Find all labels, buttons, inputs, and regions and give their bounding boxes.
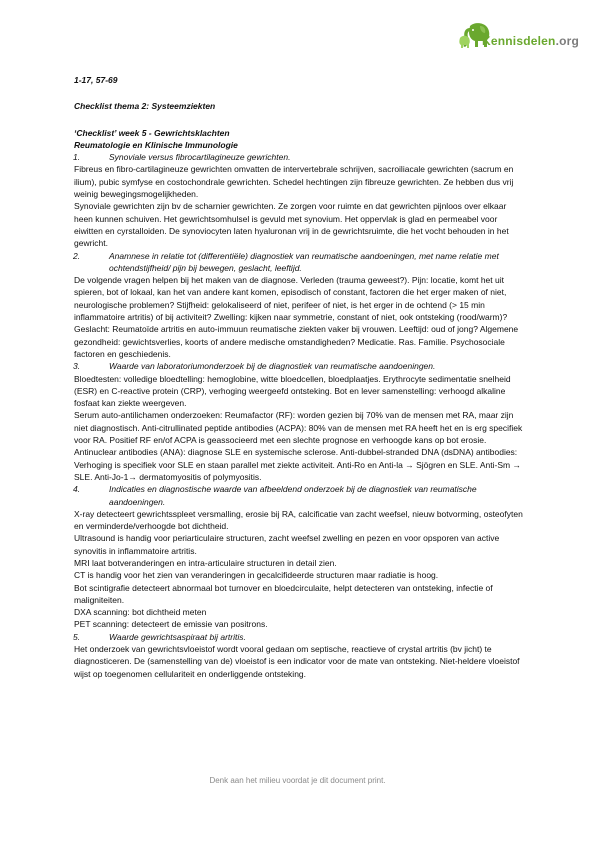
section-heading-1: 1. Synoviale versus fibrocartilagineuze gewrichten. — [73, 152, 291, 163]
section-5-paragraph-1: Het onderzoek van gewrichtsvloeistof wordt vooral gedaan om septische, reactieve of crystal artritis (bv jicht) te diagnosticeren. De (samenstelling van de) vloeistof is een indicator voor de mate van ontsteking. Niet-heldere vloeistof wijst op toegenomen cellulariteit en onderliggende ontsteking. — [74, 644, 520, 679]
section-4-paragraph-1: X-ray detecteert gewrichtsspleet versmalling, erosie bij RA, calcificatie van zacht weefsel, nieuw botvorming, osteofyten en verminderde/verhoogde bot dichtheid. — [74, 508, 523, 532]
logo-text-delen: delen — [523, 34, 556, 48]
section-4-paragraph-6: DXA scanning: bot dichtheid meten — [74, 607, 207, 618]
section-4-paragraph-4: CT is handig voor het zien van veranderingen in gecalcifideerde structuren maar radiatie is hoog. — [74, 570, 439, 581]
page-range: 1-17, 57-69 — [74, 75, 118, 85]
section-heading-2: 2. Anamnese in relatie tot (differentiële) diagnostiek van reumatische aandoeningen, met name relatie met ochtendstijfheid/ pijn bij bewegen, geslacht, leeftijd. — [73, 250, 499, 273]
footer-note: Denk aan het milieu voordat je dit document print. — [209, 776, 386, 785]
logo-wordmark — [482, 34, 579, 48]
section-1-paragraph-2: Synoviale gewrichten zijn bv de scharnier gewrichten. Ze zorgen voor ruimte en dat gewrichten pijnloos over elkaar heen kunnen schuiven. Het gewrichtsomhulsel is gevuld met synovium. Het oppervlak is glad en permeabel voor eiwitten en cyrstalloiden. De synoviocyten laten hyaluronan vrij in de gewrichtsruimte, die het vocht behouden in het gewricht. — [74, 201, 509, 249]
section-3-paragraph-2: Serum auto-antilichamen onderzoeken: Reumafactor (RF): worden gezien bij 70% van de mensen met RA, maar zijn niet diagnostisch. Anti-citrullinated peptide antibodies (ACPA): 80% van de mensen met RA heeft het en is erg specifiek voor RA. Positief RF en/of ACPA is geassocieerd met een slechte prognose en verhoogde kans op bot erosie. Antinuclear antibodies (ANA): diagnose SLE en systemische sclerose. Anti-dubbel-stranded DNA (dsDNA) antibodies: Verhoging is specifiek voor SLE en staan parallel met ziekte activiteit. Anti-Ro en Anti-la → Sjögren en SLE. Anti-Sm → SLE. Anti-Jo-1→ dermatomyositis of polymyositis. — [74, 410, 523, 482]
kennisdelen-logo — [456, 20, 580, 62]
logo-text-org: .org — [555, 34, 580, 48]
document-body — [74, 74, 526, 680]
section-3-paragraph-1: Bloedtesten: volledige bloedtelling: hemoglobine, witte bloedcellen, bloedplaatjes. Erythrocyte sedimentatie snelheid (ESR) en C-reactive protein (CRP), verhoging weergeefd ontsteking. Bot en lever samenstelling: verhoogd alkaline fosfaat kan ziekte weergeven. — [74, 373, 511, 409]
section-heading-5: 5. Waarde gewrichtsaspiraat bij artritis. — [73, 631, 246, 642]
section-4-paragraph-5: Bot scintigrafie detecteert abnormaal bot turnover en bloedcirculaite, helpt detecteren van ontsteking, infectie of maligniteiten. — [74, 582, 493, 605]
section-heading-3: 3. Waarde van laboratoriumonderzoek bij de diagnostiek van reumatische aandoeningen. — [73, 361, 436, 372]
checklist-theme-title: Checklist thema 2: Systeemziekten — [74, 101, 216, 112]
section-2-paragraph-1: De volgende vragen helpen bij het maken van de diagnose. Verleden (trauma geweest?). Pijn: locatie, komt het uit spieren, bot of lokaal, kan het van andere kant komen, episodisch of constant, factoren die het erger maken of niet, neurologische problemen? Stijfheid: gelokaliseerd of niet, perifeer of niet, is het erger in de ochtend (> 15 min inflammatoire artritis) of bij activiteit? Zwelling: kijken naar symmetrie, constant of niet, ook ontsteking (rood/warm)? Geslacht: Reumatoïde artritis en auto-immuun reumatische ziekten vaker bij vrouwen. Leeftijd: oud of jong? Algemene gezondheid: gewichtsverlies, koorts of andere medische omstandigheden? Medicatie. Ras. Familie. Psychosociale factoren en geschiedenis. — [74, 275, 519, 359]
section-4-paragraph-7: PET scanning: detecteert de emissie van positrons. — [74, 619, 268, 630]
week-title: ‘Checklist’ week 5 - Gewrichtsklachten — [74, 127, 230, 138]
section-4-paragraph-2: Ultrasound is handig voor periarticulaire structuren, zacht weefsel zwelling en pezen en voor opsporen van active synovitis in inflammatoire artritis. — [74, 533, 500, 556]
section-heading-4: 4. Indicaties en diagnostische waarde van afbeeldend onderzoek bij de diagnostiek van reumatische aandoeningen. — [73, 484, 477, 507]
section-4-paragraph-3: MRI laat botveranderingen en intra-articulaire structuren in detail zien. — [74, 557, 337, 568]
logo-text-kennis: Kennis — [482, 34, 524, 48]
section-1-paragraph-1: Fibreus en fibro-cartilagineuze gewrichten omvatten de intervertebrale schrijven, sacroiliacale gewrichten (sacrum en ilium), pubic symfyse en costochondrale gewrichten. Schedel hechtingen zijn fibreuze gewrichten. Ze hebben dus vrij weinig bewegingsmogelijkheden. — [74, 164, 514, 200]
subject-title: Reumatologie en Klinische Immunologie — [74, 139, 238, 150]
